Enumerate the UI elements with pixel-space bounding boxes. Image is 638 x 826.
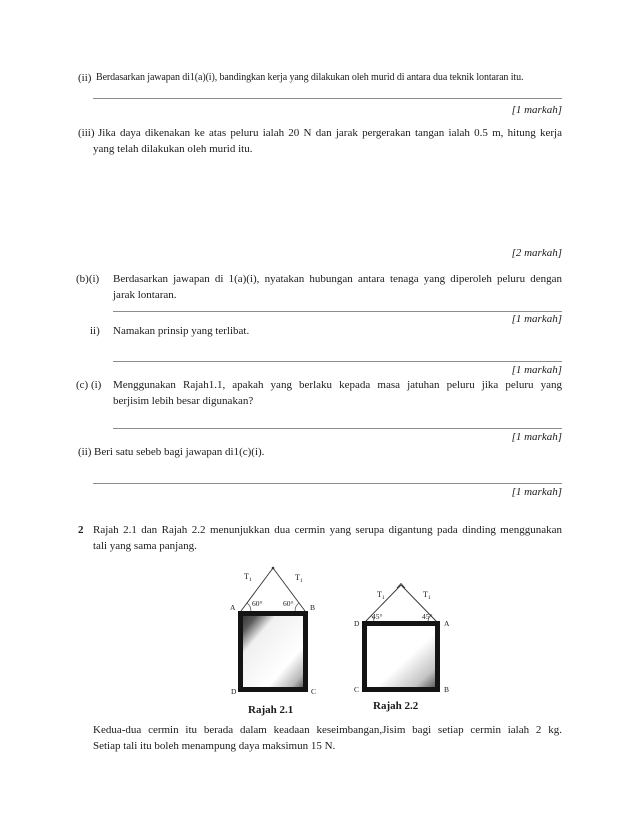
mark-allocation: [1 markah] <box>511 486 562 498</box>
mark-allocation: [1 markah] <box>511 313 562 325</box>
question2-body-line-1: Kedua-dua cermin itu berada dalam keadaan keseimbangan,Jisim bagi setiap cermin ialah 2 kg. <box>93 724 562 736</box>
angle-label-left: 60° <box>252 599 263 608</box>
question-label-c-ii: (ii) <box>78 446 92 458</box>
tension-symbol: T <box>244 572 249 581</box>
question-text-b-ii: Namakan prinsip yang terlibat. <box>113 325 250 337</box>
angle-label-right: 45° <box>422 612 433 621</box>
mark-allocation: [1 markah] <box>511 431 562 443</box>
tension-label-left <box>377 590 385 601</box>
question-text-b-i-line-1: Berdasarkan jawapan di 1(a)(i), nyatakan hubungan antara tenaga yang diperoleh peluru dengan <box>113 273 562 285</box>
question2-body-line-2: Setiap tali itu boleh menampung daya maksimun 15 N. <box>93 740 336 752</box>
tension-symbol: T <box>295 573 300 582</box>
figure-rajah-2-1 <box>230 567 316 696</box>
tension-subscript: 1 <box>427 595 431 601</box>
figure-caption-rajah-2-2: Rajah 2.2 <box>373 700 419 712</box>
question-label-c-i: (c) (i) <box>76 379 102 391</box>
figure-caption-rajah-2-1: Rajah 2.1 <box>248 704 294 716</box>
question-label-b-ii: ii) <box>90 325 100 337</box>
tension-subscript: 1 <box>381 595 385 601</box>
question-text-c-i-line-1: Menggunakan Rajah1.1, apakah yang berlaku kepada masa jatuhan peluru jika peluru yang <box>113 379 562 391</box>
corner-label-top-left: D <box>354 619 360 628</box>
mirror-glass <box>362 621 440 692</box>
question-number-2: 2 <box>78 524 84 536</box>
corner-label-bottom-left: D <box>231 687 237 696</box>
hook-icon <box>397 584 405 589</box>
figure-rajah-2-2 <box>354 584 450 695</box>
question2-intro-line-1: Rajah 2.1 dan Rajah 2.2 menunjukkan dua cermin yang serupa digantung pada dinding menggunakan <box>93 524 562 536</box>
corner-label-top-left: A <box>230 603 236 612</box>
answer-line <box>113 428 562 429</box>
answer-line <box>93 98 562 99</box>
question-text-b-i-line-2: jarak lontaran. <box>113 289 177 301</box>
question-text-c-ii: Beri satu sebeb bagi jawapan di1(c)(i). <box>94 446 265 458</box>
question-text-a-ii: Berdasarkan jawapan di1(a)(i), bandingkan kerja yang dilakukan oleh murid di antara dua teknik lontaran itu. <box>96 72 524 83</box>
question-label-a-iii: (iii) <box>78 127 95 139</box>
angle-label-left: 45° <box>372 612 383 621</box>
mark-allocation: [1 markah] <box>511 104 562 116</box>
angle-arc-right <box>295 603 299 611</box>
tension-label-left <box>244 572 252 583</box>
mark-allocation: [2 markah] <box>511 247 562 259</box>
tension-symbol: T <box>423 590 428 599</box>
rope-left <box>365 585 401 622</box>
corner-label-bottom-right: C <box>311 687 317 696</box>
tension-label-right <box>423 590 431 601</box>
answer-line <box>113 311 562 312</box>
corner-label-top-right: A <box>444 619 450 628</box>
tension-subscript: 1 <box>248 577 252 583</box>
corner-label-top-right: B <box>310 603 316 612</box>
tension-subscript: 1 <box>299 578 303 584</box>
corner-label-bottom-right: B <box>444 685 450 694</box>
question-label-a-ii: (ii) <box>78 72 92 84</box>
answer-line <box>113 361 562 362</box>
question-text-a-iii-line-1: Jika daya dikenakan ke atas peluru ialah 20 N dan jarak pergerakan tangan ialah 0.5 m, hitung kerja <box>98 127 562 139</box>
question2-intro-line-2: tali yang sama panjang. <box>93 540 197 552</box>
question-label-b-i: (b)(i) <box>76 273 100 285</box>
nail-icon <box>272 567 275 570</box>
hanging-mirrors-diagram <box>220 560 460 700</box>
question-text-a-iii-line-2: yang telah dilakukan oleh murid itu. <box>93 143 253 155</box>
angle-label-right: 60° <box>283 599 294 608</box>
answer-line <box>93 483 562 484</box>
mirror-glass <box>238 611 308 692</box>
tension-label-right <box>295 573 303 584</box>
mark-allocation: [1 markah] <box>511 364 562 376</box>
question-text-c-i-line-2: berjisim lebih besar digunakan? <box>113 395 254 407</box>
corner-label-bottom-left: C <box>354 685 360 694</box>
angle-arc-left <box>247 603 251 611</box>
tension-symbol: T <box>377 590 382 599</box>
